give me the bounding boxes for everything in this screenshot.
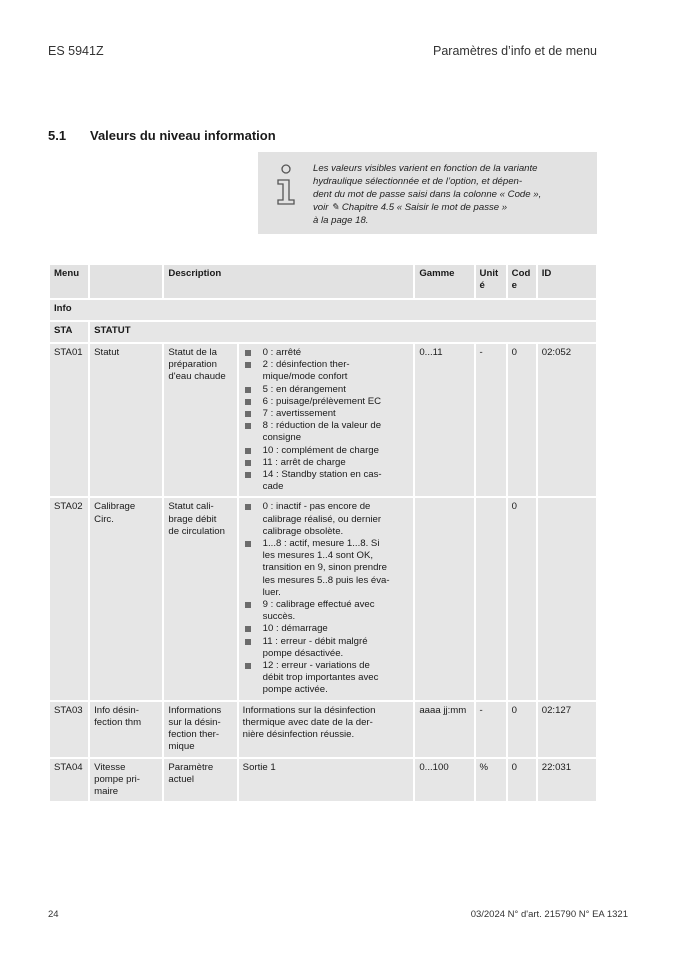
section-number: 5.1 (48, 128, 67, 143)
value-item: 11 : arrêt de charge (243, 457, 410, 469)
doc-reference: 03/2024 N° d'art. 215790 N° EA 1321 (470, 909, 628, 920)
value-item: 11 : erreur - débit malgré pompe désactivée. (243, 636, 410, 660)
row-values: Sortie 1 (239, 759, 414, 802)
info-icon (274, 164, 298, 206)
row-menu: STA02 (50, 498, 88, 699)
value-item: 9 : calibrage effectué avec succès. (243, 599, 410, 623)
value-item: 10 : démarrage (243, 623, 410, 635)
row-values: Informations sur la désinfection thermique avec date de la der- nière désinfection réussie. (239, 702, 414, 757)
row-menu: STA01 (50, 344, 88, 496)
header-chapter: Paramètres d’info et de menu (433, 44, 597, 58)
value-list (243, 501, 410, 696)
table-row (50, 759, 596, 802)
row-code: 0 (508, 344, 536, 496)
row-range: 0...11 (415, 344, 473, 496)
table-row (50, 344, 596, 496)
info-parameters-table (48, 263, 598, 803)
note-line: à la page 18. (313, 214, 369, 226)
value-list (243, 347, 410, 493)
table-header-row (50, 265, 596, 298)
row-code: 0 (508, 759, 536, 802)
row-values (239, 344, 414, 496)
row-unit: - (476, 702, 506, 757)
group-row (50, 300, 596, 320)
value-item: 12 : erreur - variations de débit trop importantes avec pompe activée. (243, 660, 410, 697)
header-product: ES 5941Z (48, 44, 104, 58)
table-row (50, 498, 596, 699)
value-item: 1...8 : actif, mesure 1...8. Si les mesures 1..4 sont OK, transition en 9, sinon prendre les mesures 5..8 puis les éva- luer. (243, 538, 410, 599)
row-name: Statut (90, 344, 162, 496)
row-range: aaaa jj:mm (415, 702, 473, 757)
row-menu: STA03 (50, 702, 88, 757)
row-range (415, 498, 473, 699)
row-description: Informations sur la désin- fection ther- mique (164, 702, 236, 757)
row-values (239, 498, 414, 699)
row-unit (476, 498, 506, 699)
value-item: 6 : puisage/prélèvement EC (243, 396, 410, 408)
row-code: 0 (508, 702, 536, 757)
group-label: Info (50, 300, 596, 320)
note-line: Les valeurs visibles varient en fonction de la variante (313, 163, 538, 174)
row-id: 02:127 (538, 702, 596, 757)
note-line: dent du mot de passe saisi dans la colonne « Code », (313, 188, 542, 200)
note-text (313, 163, 591, 228)
row-id: 02:052 (538, 344, 596, 496)
section-row (50, 322, 596, 342)
row-description: Paramètre actuel (164, 759, 236, 802)
value-item: 10 : complément de charge (243, 445, 410, 457)
row-description: Statut cali- brage débit de circulation (164, 498, 236, 699)
row-name: Calibrage Circ. (90, 498, 162, 699)
row-unit: - (476, 344, 506, 496)
section-code: STA (50, 322, 88, 342)
col-id: ID (538, 265, 596, 298)
note-line: voir ✎ Chapitre 4.5 « Saisir le mot de passe » (313, 201, 508, 213)
row-id: 22:031 (538, 759, 596, 802)
row-name: Info désin- fection thm (90, 702, 162, 757)
value-item: 14 : Standby station en cas- cade (243, 469, 410, 493)
col-blank (90, 265, 162, 298)
row-id (538, 498, 596, 699)
table-row (50, 702, 596, 757)
value-item: 7 : avertissement (243, 408, 410, 420)
value-item: 5 : en dérangement (243, 384, 410, 396)
row-menu: STA04 (50, 759, 88, 802)
row-unit: % (476, 759, 506, 802)
row-range: 0...100 (415, 759, 473, 802)
row-description: Statut de la préparation d'eau chaude (164, 344, 236, 496)
note-line: hydraulique sélectionnée et de l’option, et dépen- (313, 175, 523, 187)
row-code: 0 (508, 498, 536, 699)
value-item: 0 : inactif - pas encore de calibrage réalisé, ou dernier calibrage obsolète. (243, 501, 410, 538)
col-unit: Unit é (476, 265, 506, 298)
value-item: 0 : arrêté (243, 347, 410, 359)
page-number: 24 (48, 909, 59, 920)
section-name: STATUT (90, 322, 596, 342)
col-range: Gamme (415, 265, 473, 298)
value-item: 2 : désinfection ther- mique/mode confort (243, 359, 410, 383)
row-name: Vitesse pompe pri- maire (90, 759, 162, 802)
value-item: 8 : réduction de la valeur de consigne (243, 420, 410, 444)
col-code: Cod e (508, 265, 536, 298)
info-note (258, 152, 597, 234)
section-title: Valeurs du niveau information (90, 128, 276, 143)
col-description: Description (164, 265, 413, 298)
col-menu: Menu (50, 265, 88, 298)
